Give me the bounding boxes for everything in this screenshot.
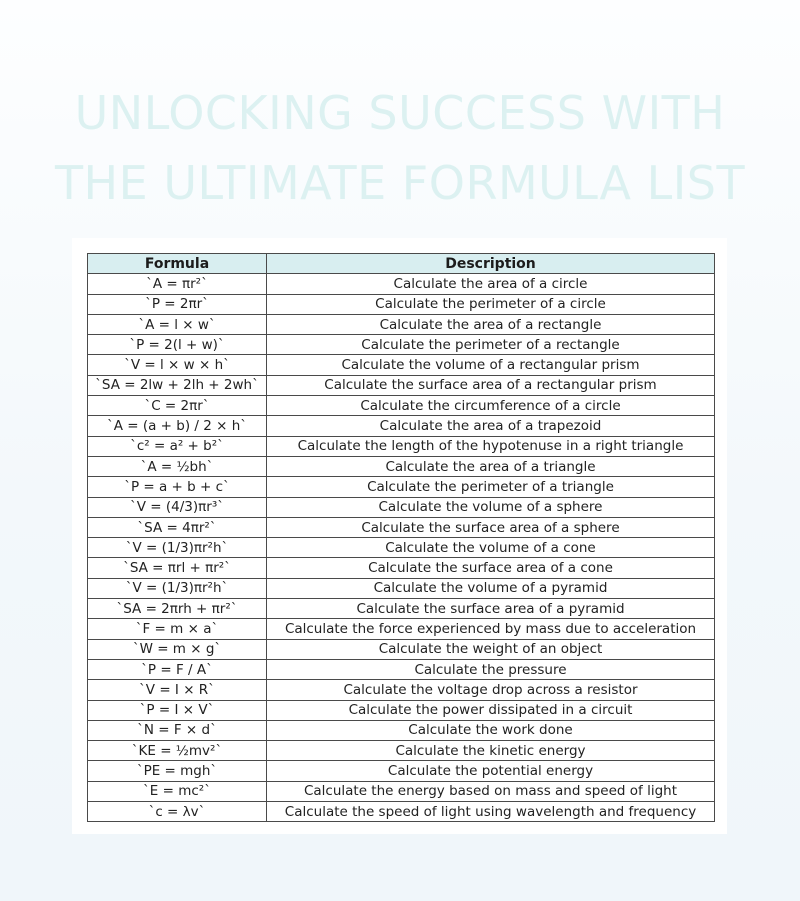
formula-cell: `P = 2(l + w)` xyxy=(88,335,267,355)
formula-cell: `SA = πrl + πr²` xyxy=(88,558,267,578)
title-line-1: UNLOCKING SUCCESS WITH xyxy=(74,86,726,140)
table-row xyxy=(88,639,715,659)
table-row xyxy=(88,375,715,395)
description-cell: Calculate the volume of a rectangular prism xyxy=(267,355,715,375)
formula-cell: `A = ½bh` xyxy=(88,456,267,476)
description-cell: Calculate the area of a circle xyxy=(267,274,715,294)
formula-cell: `F = m × a` xyxy=(88,619,267,639)
table-row xyxy=(88,274,715,294)
description-cell: Calculate the length of the hypotenuse in a right triangle xyxy=(267,436,715,456)
table-row xyxy=(88,558,715,578)
table-row xyxy=(88,436,715,456)
formula-cell: `SA = 2πrh + πr²` xyxy=(88,599,267,619)
formula-cell: `C = 2πr` xyxy=(88,396,267,416)
header-formula: Formula xyxy=(88,254,267,274)
description-cell: Calculate the force experienced by mass due to acceleration xyxy=(267,619,715,639)
formula-cell: `P = a + b + c` xyxy=(88,477,267,497)
description-cell: Calculate the perimeter of a rectangle xyxy=(267,335,715,355)
formula-cell: `KE = ½mv²` xyxy=(88,741,267,761)
description-cell: Calculate the surface area of a cone xyxy=(267,558,715,578)
table-row xyxy=(88,700,715,720)
table-body xyxy=(88,274,715,822)
description-cell: Calculate the weight of an object xyxy=(267,639,715,659)
table-row xyxy=(88,294,715,314)
description-cell: Calculate the circumference of a circle xyxy=(267,396,715,416)
description-cell: Calculate the area of a rectangle xyxy=(267,314,715,334)
formula-cell: `W = m × g` xyxy=(88,639,267,659)
description-cell: Calculate the kinetic energy xyxy=(267,741,715,761)
formula-cell: `V = l × w × h` xyxy=(88,355,267,375)
formula-cell: `SA = 4πr²` xyxy=(88,517,267,537)
table-row xyxy=(88,477,715,497)
formula-cell: `V = I × R` xyxy=(88,680,267,700)
description-cell: Calculate the pressure xyxy=(267,659,715,679)
description-cell: Calculate the area of a trapezoid xyxy=(267,416,715,436)
description-cell: Calculate the volume of a pyramid xyxy=(267,578,715,598)
description-cell: Calculate the perimeter of a triangle xyxy=(267,477,715,497)
formula-cell: `E = mc²` xyxy=(88,781,267,801)
table-row xyxy=(88,781,715,801)
table-row xyxy=(88,761,715,781)
formula-cell: `A = πr²` xyxy=(88,274,267,294)
table-row xyxy=(88,314,715,334)
description-cell: Calculate the surface area of a sphere xyxy=(267,517,715,537)
formula-cell: `P = I × V` xyxy=(88,700,267,720)
description-cell: Calculate the work done xyxy=(267,720,715,740)
description-cell: Calculate the perimeter of a circle xyxy=(267,294,715,314)
table-header-row xyxy=(88,254,715,274)
table-row xyxy=(88,416,715,436)
formula-cell: `P = F / A` xyxy=(88,659,267,679)
description-cell: Calculate the area of a triangle xyxy=(267,456,715,476)
formula-cell: `V = (1/3)πr²h` xyxy=(88,538,267,558)
description-cell: Calculate the energy based on mass and speed of light xyxy=(267,781,715,801)
table-row xyxy=(88,599,715,619)
table-row xyxy=(88,497,715,517)
header-description: Description xyxy=(267,254,715,274)
description-cell: Calculate the surface area of a pyramid xyxy=(267,599,715,619)
formula-cell: `P = 2πr` xyxy=(88,294,267,314)
formula-cell: `A = (a + b) / 2 × h` xyxy=(88,416,267,436)
table-row xyxy=(88,335,715,355)
title-line-2: THE ULTIMATE FORMULA LIST xyxy=(54,156,746,210)
formula-table xyxy=(87,253,715,822)
page-title xyxy=(0,78,800,218)
table-row xyxy=(88,517,715,537)
table-row xyxy=(88,720,715,740)
table-row xyxy=(88,680,715,700)
formula-cell: `V = (4/3)πr³` xyxy=(88,497,267,517)
table-row xyxy=(88,659,715,679)
formula-cell: `N = F × d` xyxy=(88,720,267,740)
formula-cell: `PE = mgh` xyxy=(88,761,267,781)
formula-cell: `A = l × w` xyxy=(88,314,267,334)
formula-cell: `SA = 2lw + 2lh + 2wh` xyxy=(88,375,267,395)
description-cell: Calculate the surface area of a rectangular prism xyxy=(267,375,715,395)
table-row xyxy=(88,456,715,476)
table-row xyxy=(88,578,715,598)
description-cell: Calculate the power dissipated in a circuit xyxy=(267,700,715,720)
table-row xyxy=(88,802,715,822)
description-cell: Calculate the volume of a sphere xyxy=(267,497,715,517)
table-row xyxy=(88,396,715,416)
formula-cell: `V = (1/3)πr²h` xyxy=(88,578,267,598)
formula-cell: `c = λv` xyxy=(88,802,267,822)
description-cell: Calculate the speed of light using wavelength and frequency xyxy=(267,802,715,822)
formula-cell: `c² = a² + b²` xyxy=(88,436,267,456)
table-row xyxy=(88,619,715,639)
description-cell: Calculate the voltage drop across a resistor xyxy=(267,680,715,700)
description-cell: Calculate the potential energy xyxy=(267,761,715,781)
table-row xyxy=(88,355,715,375)
table-row xyxy=(88,741,715,761)
table-row xyxy=(88,538,715,558)
description-cell: Calculate the volume of a cone xyxy=(267,538,715,558)
